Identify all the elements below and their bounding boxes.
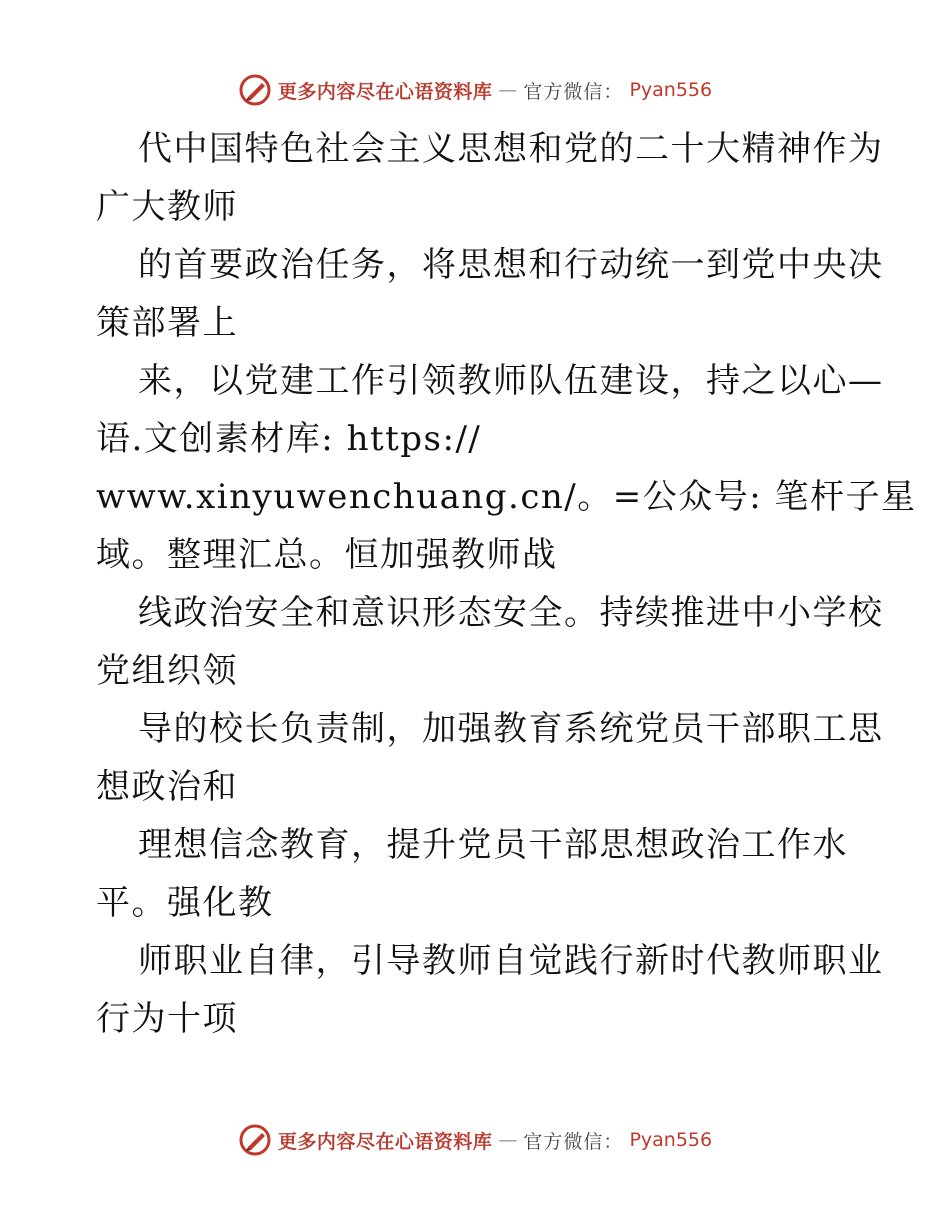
paragraph-line: 平。强化教 <box>96 883 274 923</box>
paragraph-line: 策部署上 <box>96 303 238 343</box>
watermark-wechat-id: Pyan556 <box>629 79 713 101</box>
paragraph-line: www.xinyuwenchuang.cn/。=公众号: 笔杆子星 <box>96 477 917 517</box>
paragraph-line: 理想信念教育，提升党员干部思想政治工作水 <box>138 825 848 865</box>
pen-logo-icon <box>238 73 272 107</box>
watermark-dash: — <box>498 79 518 101</box>
paragraph-line: 师职业自律，引导教师自觉践行新时代教师职业 <box>138 941 884 981</box>
header-watermark <box>0 70 950 110</box>
paragraph-line: 广大教师 <box>96 187 238 227</box>
watermark-main-text: 更多内容尽在心语资料库 <box>277 80 493 103</box>
paragraph-line: 来，以党建工作引领教师队伍建设，持之以心— <box>138 361 884 401</box>
watermark-wechat-id: Pyan556 <box>629 1129 713 1151</box>
watermark-wechat-label: 官方微信： <box>523 1130 624 1153</box>
paragraph-line: 代中国特色社会主义思想和党的二十大精神作为 <box>138 129 884 169</box>
document-body <box>96 120 917 1048</box>
paragraph-line: 党组织领 <box>96 651 238 691</box>
watermark-main-text: 更多内容尽在心语资料库 <box>277 1130 493 1153</box>
paragraph-line: 线政治安全和意识形态安全。持续推进中小学校 <box>138 593 884 633</box>
paragraph-line: 导的校长负责制，加强教育系统党员干部职工思 <box>138 709 884 749</box>
paragraph-line: 域。整理汇总。恒加强教师战 <box>96 535 558 575</box>
watermark-wechat-label: 官方微信： <box>523 80 624 103</box>
paragraph-line: 语.文创素材库: https:// <box>96 419 482 459</box>
paragraph-line: 想政治和 <box>96 767 238 807</box>
paragraph-line: 的首要政治任务，将思想和行动统一到党中央决 <box>138 245 884 285</box>
pen-logo-icon <box>238 1123 272 1157</box>
watermark-dash: — <box>498 1129 518 1151</box>
paragraph-line: 行为十项 <box>96 999 238 1039</box>
footer-watermark <box>0 1120 950 1160</box>
